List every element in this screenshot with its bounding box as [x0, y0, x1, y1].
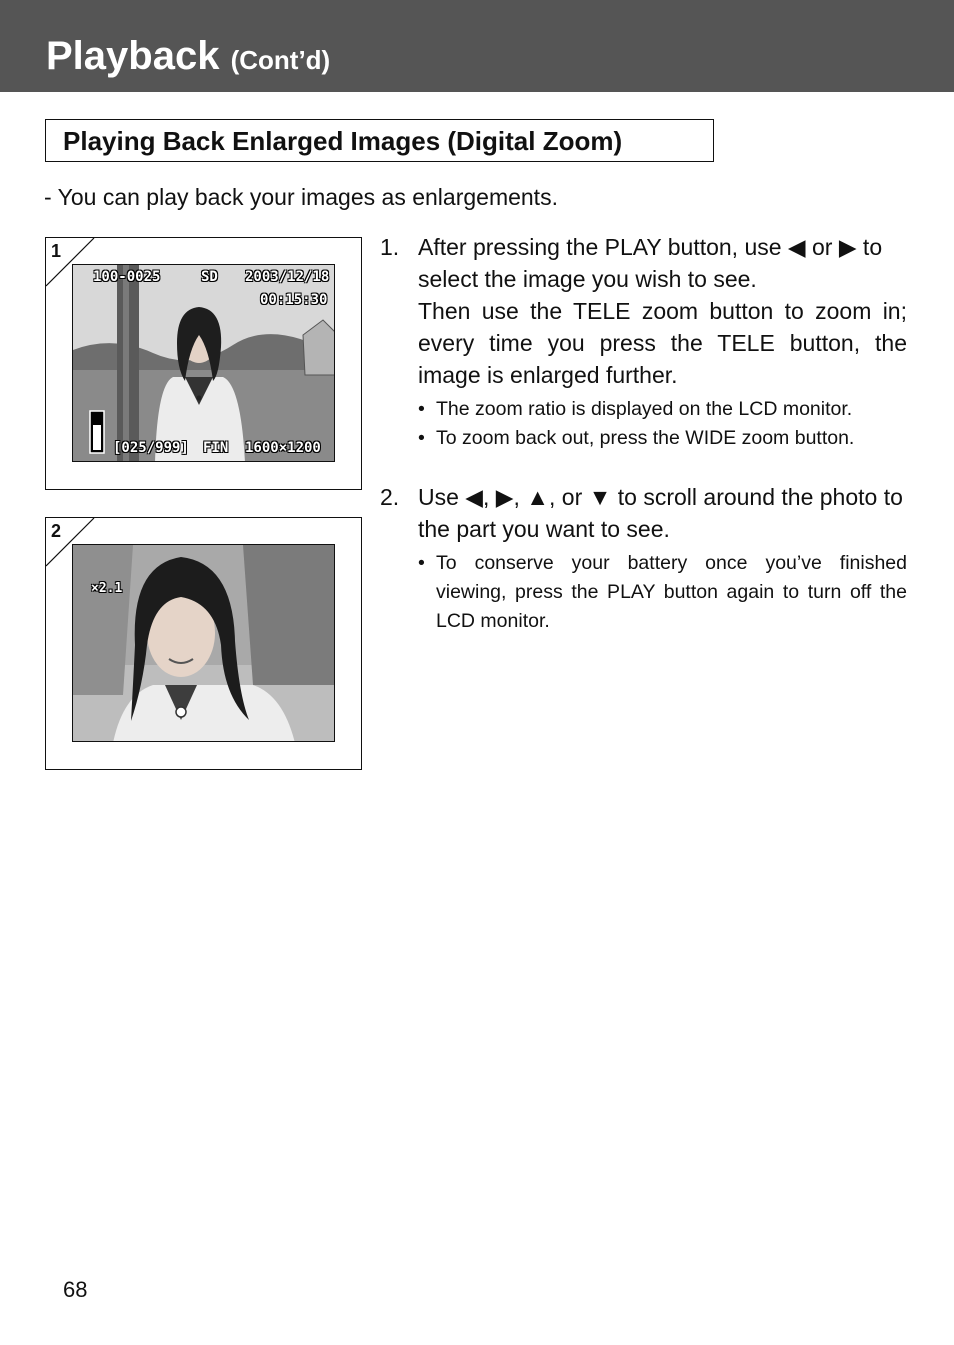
step-text: Then use the TELE zoom button to zoom in; every time you press the TELE button, the image is enlarged further. — [418, 298, 907, 388]
osd-quality: FIN — [203, 440, 229, 456]
bullet-dot: • — [418, 398, 425, 420]
step-text: After pressing the PLAY button, use ◀ or ▶ to select the image you wish to see. — [418, 234, 883, 292]
osd-zoom-ratio: ×2.1 — [91, 581, 123, 596]
bullet-item — [418, 424, 907, 453]
bullet-item — [418, 395, 907, 424]
osd-media: SD — [201, 269, 218, 285]
bullet-dot: • — [418, 552, 425, 574]
figure-2 — [45, 517, 362, 770]
osd-frame-count: [025/999] — [113, 440, 189, 456]
step-bullet-list — [418, 549, 907, 636]
page-title — [46, 34, 330, 82]
section-heading-box — [45, 119, 714, 162]
page-number: 68 — [63, 1277, 88, 1302]
osd-image-size: 1600×1200 — [245, 440, 321, 456]
osd-file-number: 100-0025 — [93, 269, 161, 285]
figure-number: 1 — [51, 241, 62, 261]
header-bar — [0, 0, 954, 92]
intro-text: - You can play back your images as enlargements. — [44, 184, 558, 210]
step-2 — [380, 481, 907, 636]
lcd-screen-zoomed — [72, 544, 335, 742]
page-title-main: Playback — [46, 34, 220, 78]
step-number: 2. — [380, 484, 400, 510]
page-title-subtitle: (Cont’d) — [230, 45, 331, 75]
lcd-screen-playback — [72, 264, 335, 462]
step-number: 1. — [380, 234, 400, 260]
bullet-item — [418, 549, 907, 636]
bullet-text: To conserve your battery once you’ve finished viewing, press the PLAY button again to turn off the LCD monitor. — [436, 552, 907, 632]
zoomed-photo — [73, 545, 335, 742]
step-bullet-list — [418, 395, 907, 453]
osd-date: 2003/12/18 — [245, 269, 330, 285]
figure-1 — [45, 237, 362, 490]
bullet-dot: • — [418, 427, 425, 449]
step-1 — [380, 231, 907, 453]
bullet-text: To zoom back out, press the WIDE zoom button. — [436, 427, 855, 449]
figure-number: 2 — [51, 521, 62, 541]
section-title: Playing Back Enlarged Images (Digital Zoom) — [63, 126, 623, 156]
osd-time: 00:15:30 — [260, 292, 328, 308]
bullet-text: The zoom ratio is displayed on the LCD monitor. — [436, 398, 853, 420]
step-text: Use ◀, ▶, ▲, or ▼ to scroll around the photo to the part you want to see. — [418, 484, 903, 542]
